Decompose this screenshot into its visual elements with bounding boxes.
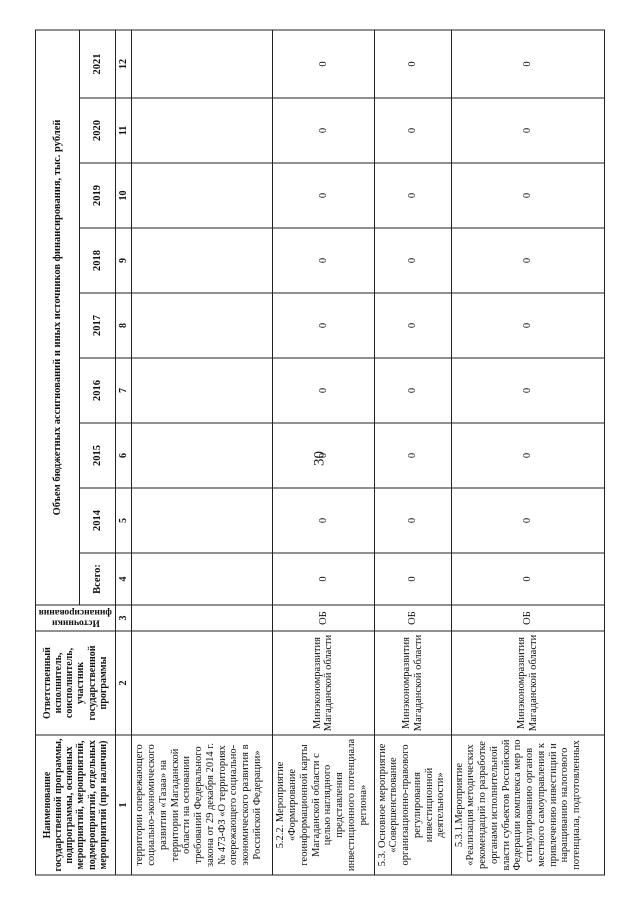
- row-value: 0: [451, 358, 604, 423]
- row-value: 0: [374, 228, 451, 293]
- header-responsible: Ответственный исполнитель, соисполнитель, участник государственной программы: [36, 631, 116, 735]
- column-number: 10: [115, 163, 132, 228]
- row-name: 5.2.2. Мероприятие «Формирование геоинформационной карты Магаданской области с целью наглядного представления инвестиционного потенциала региона»: [273, 735, 374, 875]
- row-responsible: Минэкономразвития Магаданской области: [273, 631, 374, 735]
- column-number: 11: [115, 98, 132, 163]
- row-value: [132, 488, 273, 553]
- header-year: 2014: [80, 488, 116, 553]
- row-value: [132, 98, 273, 163]
- row-value: 0: [273, 423, 374, 488]
- column-number: 12: [115, 29, 132, 97]
- row-value: 0: [374, 163, 451, 228]
- column-number: 6: [115, 423, 132, 488]
- row-value: 0: [273, 98, 374, 163]
- column-number: 8: [115, 293, 132, 358]
- table-row: [374, 29, 451, 874]
- column-number: 3: [115, 605, 132, 631]
- header-name: Наименование государственной программы, подпрограммы, основных мероприятий, мероприятий, подмероприятий, отдельных мероприятий (при наличии): [36, 735, 116, 875]
- table-row: [132, 29, 273, 874]
- row-value: [132, 29, 273, 97]
- header-year: 2016: [80, 358, 116, 423]
- table-row: [273, 29, 374, 874]
- row-source: [132, 605, 273, 631]
- funding-table: [35, 29, 605, 875]
- row-value: 0: [451, 98, 604, 163]
- header-year: 2017: [80, 293, 116, 358]
- column-number: 4: [115, 553, 132, 605]
- row-value: [132, 163, 273, 228]
- row-value: 0: [273, 293, 374, 358]
- row-value: 0: [273, 228, 374, 293]
- row-value: 0: [374, 423, 451, 488]
- header-year: 2019: [80, 163, 116, 228]
- row-value: 0: [374, 358, 451, 423]
- row-name: территории опережающего социально-экономического развития «Тазаа» на территории Магаданской области на основании требований Федерального закона от 29 декабря 2014 г. № 473-ФЗ «О территориях опережающего социально-экономического развития в Российской Федерации»: [132, 735, 273, 875]
- row-value: [132, 228, 273, 293]
- row-source: ОБ: [451, 605, 604, 631]
- column-number: 7: [115, 358, 132, 423]
- header-funding: Объем бюджетных ассигнований и иных источников финансирования, тыс. рублей: [36, 29, 80, 604]
- page-number: 30: [311, 451, 328, 466]
- row-value: 0: [451, 488, 604, 553]
- row-value: [132, 358, 273, 423]
- row-value: [132, 423, 273, 488]
- header-year: 2020: [80, 98, 116, 163]
- row-value: 0: [273, 163, 374, 228]
- row-value: 0: [451, 163, 604, 228]
- row-source: ОБ: [374, 605, 451, 631]
- header-total: Всего:: [80, 553, 116, 605]
- row-total: 0: [374, 553, 451, 605]
- column-number: 9: [115, 228, 132, 293]
- row-value: 0: [374, 488, 451, 553]
- header-year: 2021: [80, 29, 116, 97]
- row-value: 0: [273, 358, 374, 423]
- row-value: 0: [273, 488, 374, 553]
- rotated-table-page: [35, 30, 605, 875]
- row-value: 0: [273, 29, 374, 97]
- table-row: [451, 29, 604, 874]
- row-value: [132, 293, 273, 358]
- header-source: Источники финансирования: [36, 605, 116, 631]
- row-value: 0: [451, 29, 604, 97]
- row-responsible: Минэкономразвития Магаданской области: [451, 631, 604, 735]
- row-value: 0: [451, 228, 604, 293]
- row-responsible: Минэкономразвития Магаданской области: [374, 631, 451, 735]
- row-name: 5.3.1.Мероприятие «Реализация методических рекомендаций по разработке органами исполнительной власти субъектов Российской Федерации комплекса мер по стимулированию органов местного самоуправления к привлечению инвестиций и наращиванию налогового потенциала, подготовленных: [451, 735, 604, 875]
- header-year: 2018: [80, 228, 116, 293]
- row-total: [132, 553, 273, 605]
- row-value: 0: [451, 293, 604, 358]
- row-total: 0: [451, 553, 604, 605]
- column-number: 2: [115, 631, 132, 735]
- row-value: 0: [374, 29, 451, 97]
- row-name: 5.3. Основное мероприятие «Совершенствование организационно-правового регулирования инвестиционной деятельности»: [374, 735, 451, 875]
- column-number: 1: [115, 735, 132, 875]
- row-value: 0: [374, 293, 451, 358]
- row-responsible: [132, 631, 273, 735]
- row-value: 0: [451, 423, 604, 488]
- column-number: 5: [115, 488, 132, 553]
- row-source: ОБ: [273, 605, 374, 631]
- row-value: 0: [374, 98, 451, 163]
- row-total: 0: [273, 553, 374, 605]
- header-year: 2015: [80, 423, 116, 488]
